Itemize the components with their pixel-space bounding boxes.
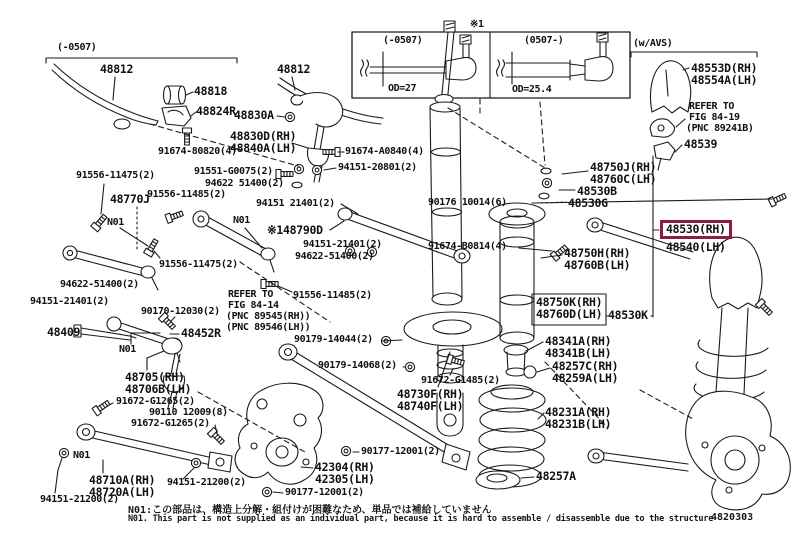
part-label: 42304(RH) (315, 460, 375, 474)
part-label: FIG 84-19 (689, 112, 740, 123)
inset-header-before-0507: (-0507) (383, 35, 423, 46)
part-label: 48750K(RH) (536, 295, 603, 309)
part-label: 48452R (181, 326, 221, 340)
part-label: ※148790D (267, 223, 323, 237)
part-label: 48760D(LH) (536, 307, 603, 321)
part-label: 48341B(LH) (545, 346, 612, 360)
note-japanese: N01:この部品は、構造上分解・組付けが困難なため、単品では補給していません (128, 505, 492, 516)
part-label: 48750J(RH) (590, 160, 657, 174)
part-label: 91672-G1265(2) (131, 418, 210, 429)
part-label: (PNC 89546(LH)) (226, 322, 311, 333)
part-label: 91556-11485(2) (147, 189, 226, 200)
part-label: 94151-21401(2) (303, 239, 382, 250)
part-label: FIG 84-14 (228, 300, 279, 311)
part-label: 94151-20801(2) (338, 162, 417, 173)
part-label: 91674-A0840(4) (345, 146, 424, 157)
part-label: 90176 10014(6) (428, 197, 507, 208)
part-label: 48705(RH) (125, 370, 185, 384)
part-label: 48818 (194, 84, 228, 98)
part-label: 48554A(LH) (691, 73, 758, 87)
part-label: 91556-11475(2) (159, 259, 238, 270)
part-label: 48812 (100, 62, 134, 76)
part-label: N01 (73, 450, 90, 461)
drawing-number: 4820303 (711, 512, 754, 523)
part-label: 48257C(RH) (552, 359, 619, 373)
part-label: 90110 12009(8) (149, 407, 228, 418)
part-label: 48812 (277, 62, 311, 76)
part-label: 94622-51400(2) (60, 279, 139, 290)
part-label: 91556-11475(2) (76, 170, 155, 181)
part-label: 48720A(LH) (89, 485, 156, 499)
part-label: 48553D(RH) (691, 61, 758, 75)
part-label: 48830A (234, 108, 274, 122)
inset-dimension-right: OD=25.4 (512, 84, 552, 95)
part-label: 48830D(RH) (230, 129, 297, 143)
inset-dimension-left: OD=27 (388, 83, 417, 94)
part-label: (PNC 89241B) (686, 123, 754, 134)
part-label: 94622 51400(2) (205, 178, 284, 189)
part-label: 48539 (684, 137, 718, 151)
part-label: 91674-80820(4) (158, 146, 237, 157)
part-label: 90177-12001(2) (285, 487, 364, 498)
part-label: 94151-21401(2) (30, 296, 109, 307)
part-number-48530-rh-highlighted: 48530(RH) (660, 220, 732, 239)
part-label: 48257A (536, 469, 576, 483)
part-label: 48231B(LH) (545, 417, 612, 431)
note-english: N01. This part is not supplied as an individual part, because it is hard to assemble / disassemble due to the structure (128, 514, 714, 524)
part-label: 48770J (110, 192, 150, 206)
part-label: 48730F(RH) (397, 387, 464, 401)
part-label: 48824R (196, 104, 236, 118)
part-label: ※1 (470, 19, 484, 30)
inset-header-after-0507: (0507-) (524, 35, 564, 46)
part-label: REFER TO (689, 101, 734, 112)
part-label: (PNC 89545(RH)) (226, 311, 311, 322)
part-label: 48740F(LH) (397, 399, 464, 413)
part-label: 48409 (47, 325, 81, 339)
part-label: 91672-G1265(2) (116, 396, 195, 407)
part-label: 94622-51400(2) (295, 251, 374, 262)
part-label: 48760B(LH) (564, 258, 631, 272)
part-label: (w/AVS) (633, 38, 673, 49)
part-label: 48259A(LH) (552, 371, 619, 385)
part-label: 48706B(LH) (125, 382, 192, 396)
part-label: 91672-G1485(2) (421, 375, 500, 386)
part-label: N01 (233, 215, 250, 226)
part-label: REFER TO (228, 289, 273, 300)
part-label: 91674-B0814(4) (428, 241, 507, 252)
part-label: 90170-12030(2) (141, 306, 220, 317)
part-label: 48540(LH) (666, 240, 726, 254)
part-label: 90179-14044(2) (294, 334, 373, 345)
part-label: 48710A(RH) (89, 473, 156, 487)
part-label: 91551-G0075(2) (194, 166, 273, 177)
part-label: 94151-21200(2) (40, 494, 119, 505)
part-label: 48760C(LH) (590, 172, 657, 186)
part-label: 48530G (568, 196, 608, 210)
part-label: 48530B (577, 184, 617, 198)
part-label: 42305(LH) (315, 472, 375, 486)
part-label: 48840A(LH) (230, 141, 297, 155)
part-label: 48530K (608, 308, 648, 322)
part-label: 48750H(RH) (564, 246, 631, 260)
part-label: 48231A(RH) (545, 405, 612, 419)
part-label: N01 (107, 217, 124, 228)
part-label: 91556-11485(2) (293, 290, 372, 301)
part-label: 94151-21200(2) (167, 477, 246, 488)
part-label: N01 (119, 344, 136, 355)
part-label: 90177-12001(2) (361, 446, 440, 457)
part-label: (-0507) (57, 42, 97, 53)
part-label: 48341A(RH) (545, 334, 612, 348)
part-label: 90179-14068(2) (318, 360, 397, 371)
part-label: 94151 21401(2) (256, 198, 335, 209)
